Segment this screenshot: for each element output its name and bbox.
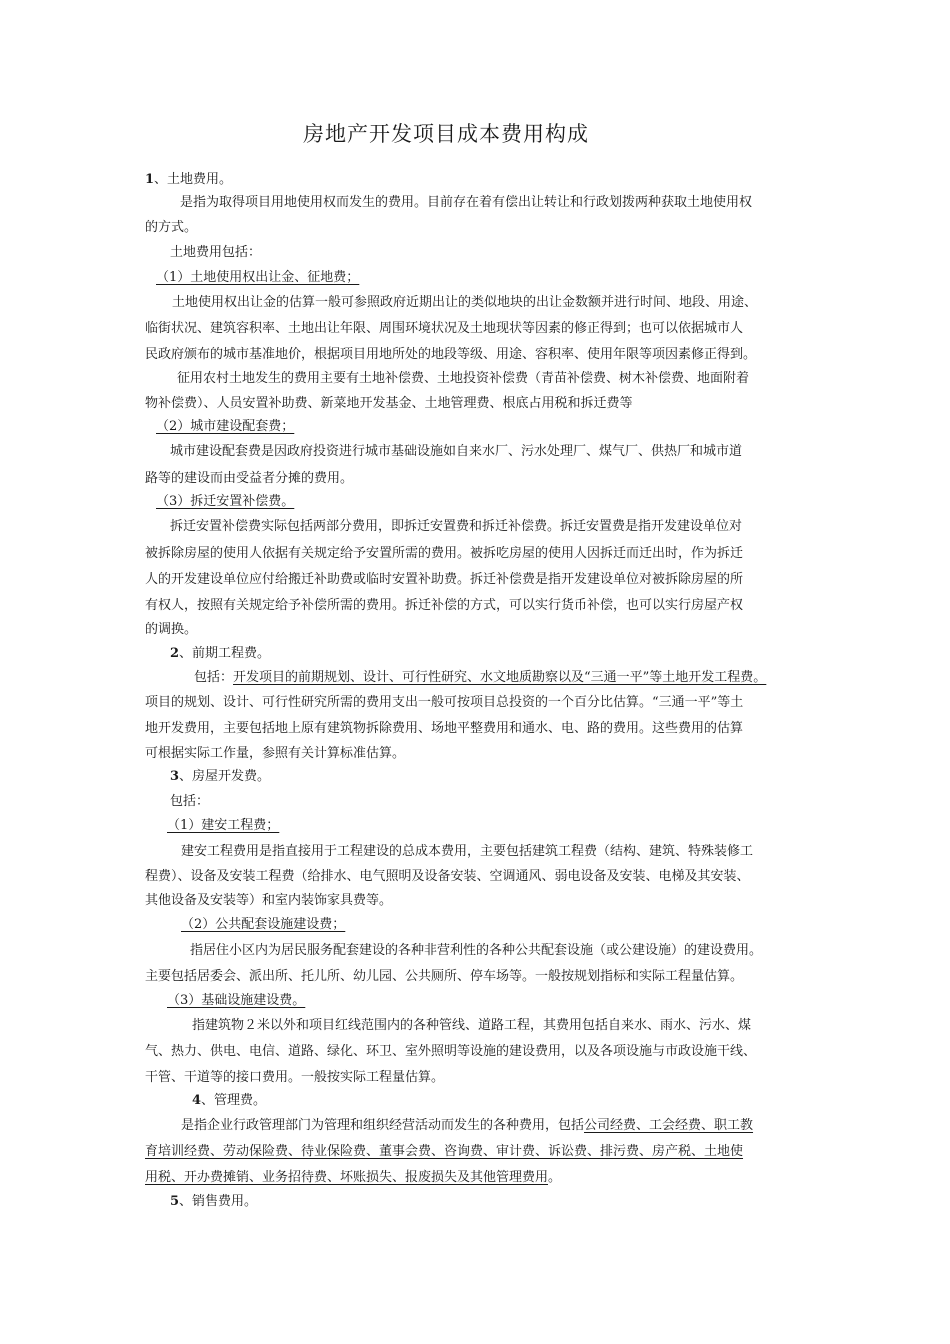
subsection-heading: （1）土地使用权出让金、征地费；	[156, 270, 360, 285]
paragraph-line: 临街状况、建筑容积率、土地出让年限、周围环境状况及土地现状等因素的修正得到；也可以依据城市人	[145, 321, 744, 336]
paragraph-line: 拆迁安置补偿费实际包括两部分费用，即拆迁安置费和拆迁补偿费。拆迁安置费是指开发建设单位对	[170, 519, 743, 534]
underlined-text: 用税、开办费摊销、业务招待费、坏账损失、报废损失及其他管理费用	[145, 1170, 549, 1185]
paragraph-line: 征用农村土地发生的费用主要有土地补偿费、土地投资补偿费（青苗补偿费、树木补偿费、地面附着	[177, 371, 750, 386]
subsection-heading: （1）建安工程费；	[167, 818, 280, 833]
document-title: 房地产开发项目成本费用构成	[303, 122, 589, 146]
paragraph-line: 路等的建设而由受益者分摊的费用。	[145, 471, 354, 486]
paragraph-line: 主要包括居委会、派出所、托儿所、幼儿园、公共厕所、停车场等。一般按规划指标和实际工程量估算。	[145, 969, 744, 984]
paragraph-line: 的方式。	[145, 220, 198, 235]
paragraph-line: 气、热力、供电、电信、道路、绿化、环卫、室外照明等设施的建设费用，以及各项设施与市政设施干线、	[145, 1044, 757, 1059]
paragraph-line: 是指为取得项目用地使用权而发生的费用。目前存在着有偿出让转让和行政划拨两种获取土地使用权	[180, 195, 753, 210]
section-heading-text: 、销售费用。	[179, 1194, 258, 1209]
paragraph-line	[145, 1168, 561, 1188]
subsection-heading: （2）公共配套设施建设费；	[181, 917, 346, 932]
section-4-heading	[192, 1091, 266, 1111]
paragraph-line: 可根据实际工作量，参照有关计算标准估算。	[145, 746, 406, 761]
includes-label: 包括：	[194, 670, 234, 685]
section-2-heading	[170, 644, 270, 664]
paragraph-line: 干管、干道等的接口费用。一般按实际工程量估算。	[145, 1070, 445, 1085]
paragraph-line: 项目的规划、设计、可行性研究所需的费用支出一般可按项目总投资的一个百分比估算。“三通一平”等土	[145, 695, 744, 710]
paragraph-line: 被拆除房屋的使用人依据有关规定给予安置所需的费用。被拆吃房屋的使用人因拆迁而迁出时，作为拆迁	[145, 546, 744, 561]
paragraph-line: 人的开发建设单位应付给搬迁补助费或临时安置补助费。拆迁补偿费是指开发建设单位对被拆除房屋的所	[145, 572, 744, 587]
underlined-text: 开发项目的前期规划、设计、可行性研究、水文地质勘察以及“三通一平”等土地开发工程费。	[233, 670, 767, 685]
section-heading-text: 、房屋开发费。	[179, 769, 271, 784]
paragraph-line: 城市建设配套费是因政府投资进行城市基础设施如自来水厂、污水处理厂、煤气厂、供热厂和城市道	[170, 444, 743, 459]
section-heading-text: 、土地费用。	[154, 172, 233, 187]
paragraph-line	[194, 668, 766, 688]
section-5-heading	[170, 1192, 257, 1212]
paragraph-line: 包括：	[170, 794, 210, 809]
paragraph-line: 其他设备及安装等）和室内装饰家具费等。	[145, 893, 393, 908]
plain-text: 是指企业行政管理部门为管理和组织经营活动而发生的各种费用，包括	[181, 1118, 585, 1133]
section-number: 5	[170, 1194, 180, 1209]
paragraph-line: 指建筑物２米以外和项目红线范围内的各种管线、道路工程，其费用包括自来水、雨水、污水、煤	[192, 1018, 752, 1033]
subsection-heading: （3）拆迁安置补偿费。	[156, 494, 295, 509]
paragraph-line: 育培训经费、劳动保险费、待业保险费、董事会费、咨询费、审计费、诉讼费、排污费、房产税、土地使	[145, 1144, 744, 1159]
section-number: 1	[145, 172, 155, 187]
paragraph-line: 民政府颁布的城市基准地价，根据项目用地所处的地段等级、用途、容积率、使用年限等项因素修正得到。	[145, 347, 757, 362]
paragraph-line: 指居住小区内为居民服务配套建设的各种非营利性的各种公共配套设施（或公建设施）的建设费用。	[190, 943, 763, 958]
section-number: 3	[170, 769, 180, 784]
paragraph-line: 程费）、设备及安装工程费（给排水、电气照明及设备安装、空调通风、弱电设备及安装、电梯及其安装、	[145, 869, 750, 884]
section-1-heading	[145, 170, 232, 190]
subsection-heading: （2）城市建设配套费；	[156, 419, 295, 434]
paragraph-line: 物补偿费）、人员安置补助费、新菜地开发基金、土地管理费、根底占用税和拆迁费等	[145, 396, 633, 411]
underlined-text: 公司经费、工会经费、职工教	[584, 1118, 754, 1133]
section-number: 2	[170, 646, 180, 661]
paragraph-line: 有权人，按照有关规定给予补偿所需的费用。拆迁补偿的方式，可以实行货币补偿，也可以实行房屋产权	[145, 598, 744, 613]
paragraph-line	[181, 1116, 753, 1136]
paragraph-line: 建安工程费用是指直接用于工程建设的总成本费用，主要包括建筑工程费（结构、建筑、特殊装修工	[181, 844, 754, 859]
paragraph-line: 地开发费用，主要包括地上原有建筑物拆除费用、场地平整费用和通水、电、路的费用。这些费用的估算	[145, 721, 744, 736]
section-number: 4	[192, 1093, 202, 1108]
paragraph-line: 的调换。	[145, 622, 198, 637]
section-heading-text: 、管理费。	[201, 1093, 267, 1108]
section-heading-text: 、前期工程费。	[179, 646, 271, 661]
plain-text: 。	[548, 1170, 562, 1185]
subsection-heading: （3）基础设施建设费。	[167, 993, 306, 1008]
section-3-heading	[170, 767, 270, 787]
paragraph-line: 土地使用权出让金的估算一般可参照政府近期出让的类似地块的出让金数额并进行时间、地段、用途、	[172, 295, 758, 310]
paragraph-line: 土地费用包括：	[170, 245, 262, 260]
